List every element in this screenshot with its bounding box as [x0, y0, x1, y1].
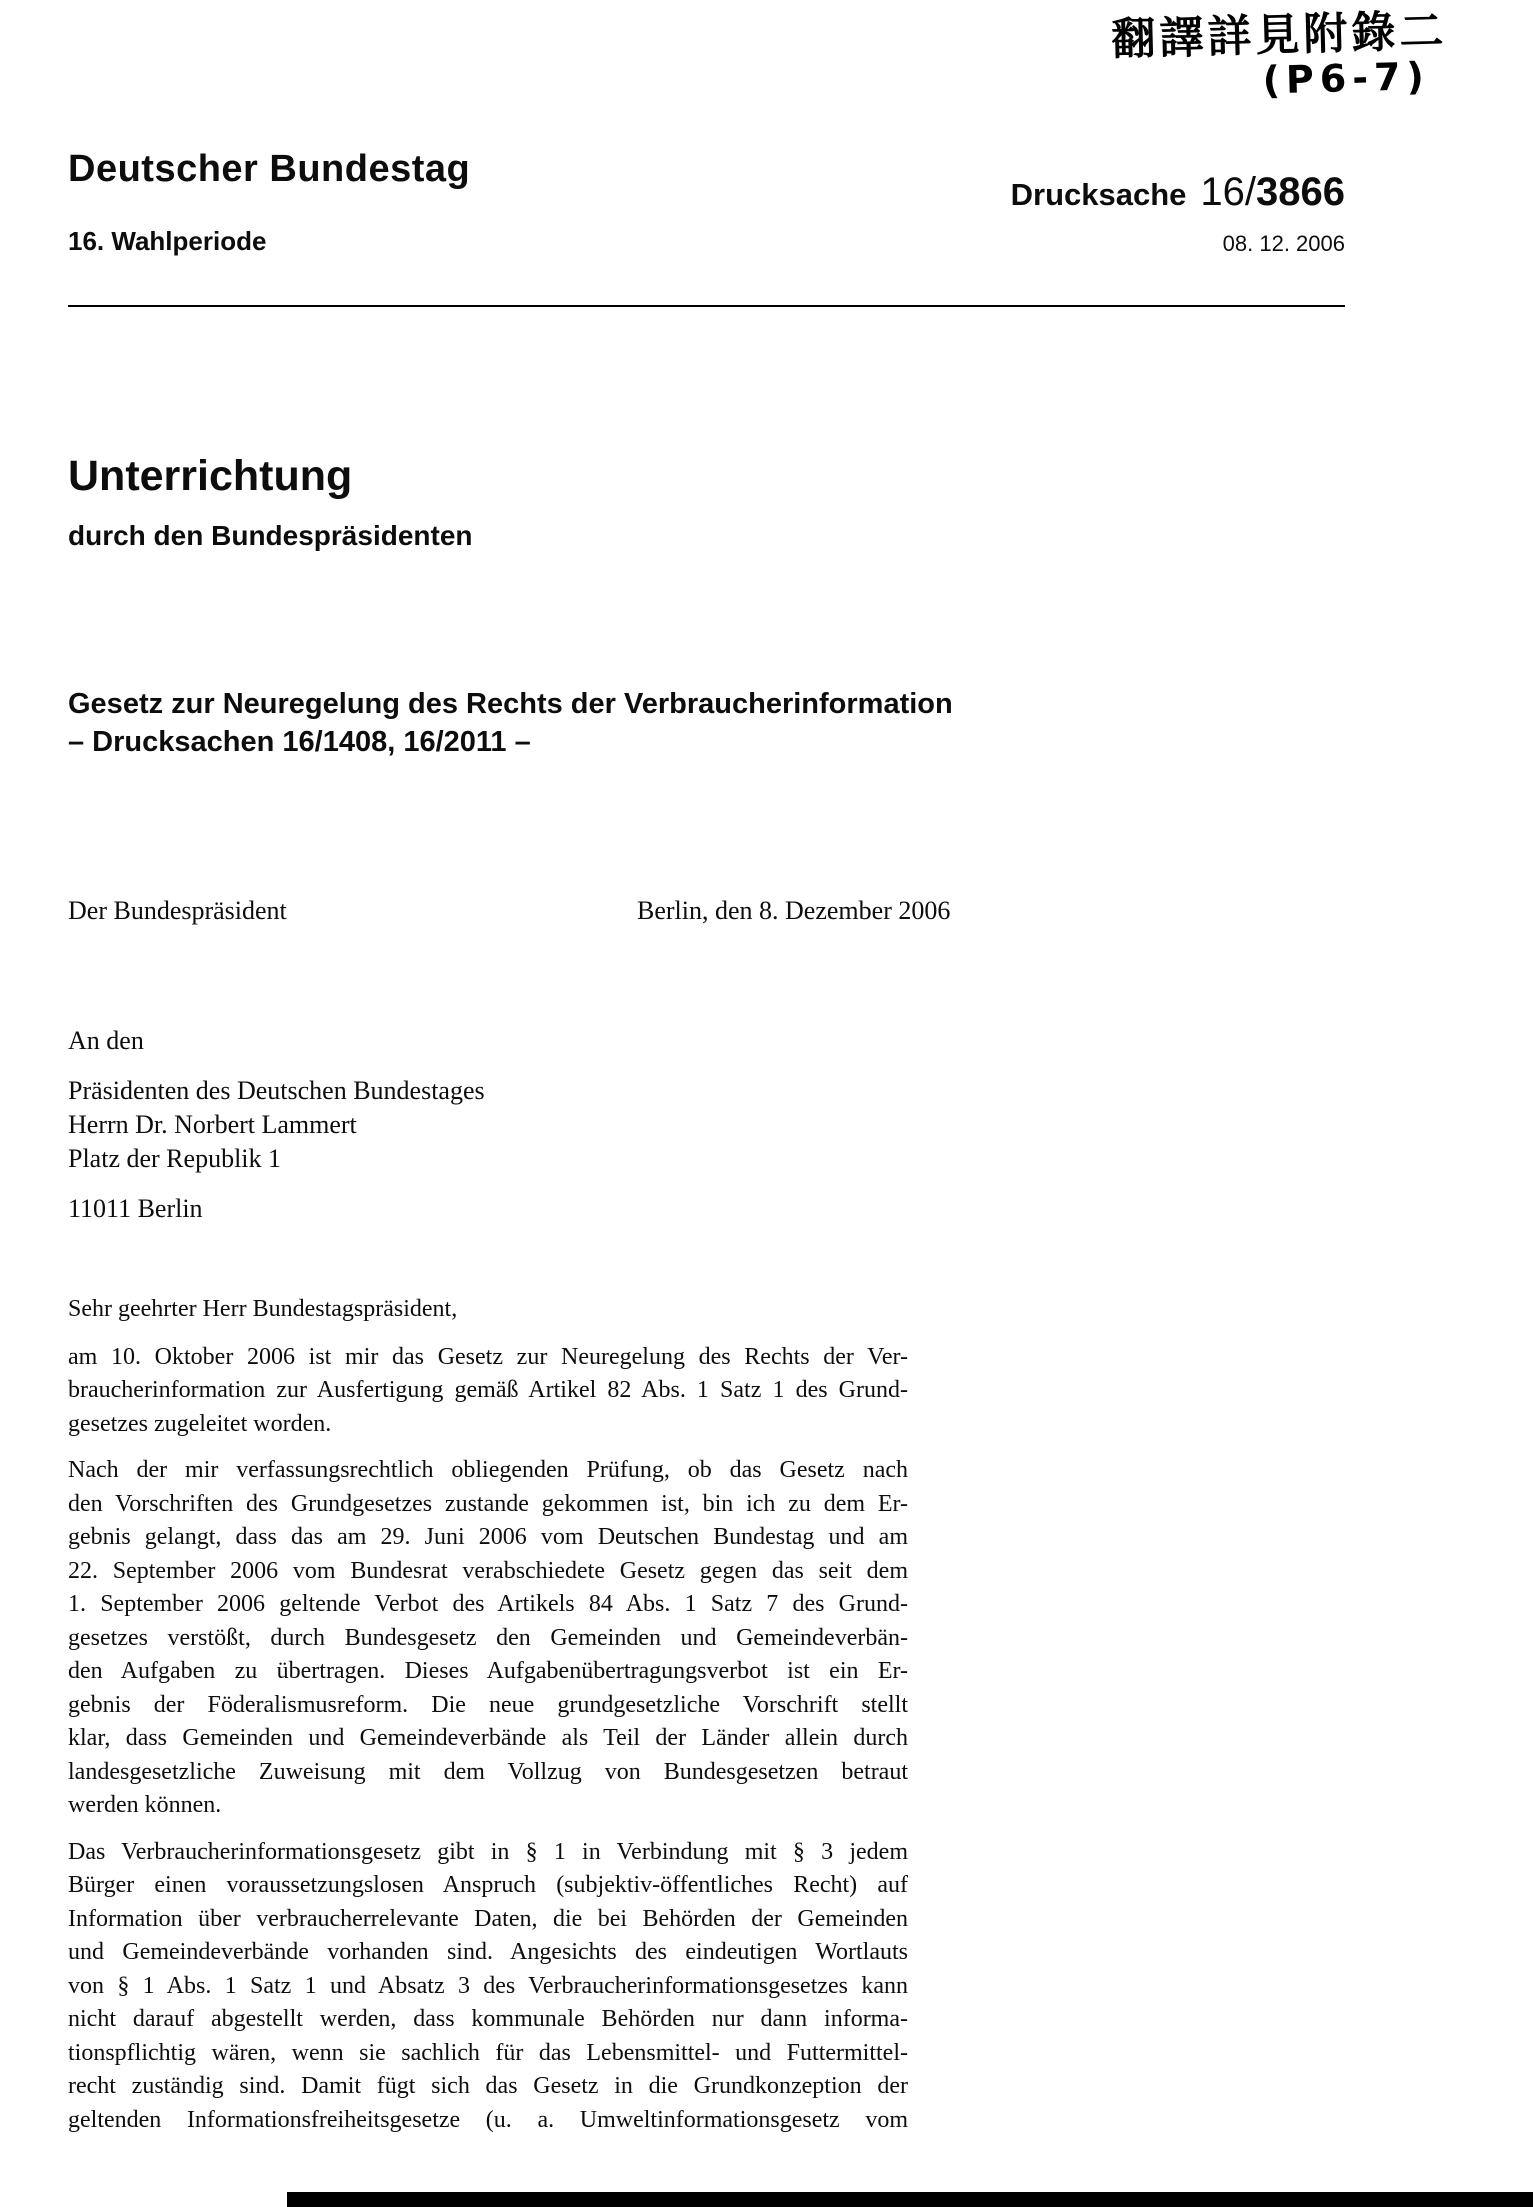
body-paragraph-1: [68, 1341, 908, 1442]
subject-line-1: Gesetz zur Neuregelung des Rechts der Verbraucherinformation: [68, 688, 953, 720]
body-line: 1. September 2006 geltende Verbot des Artikels 84 Abs. 1 Satz 7 des Grund-: [68, 1591, 908, 1617]
letter-body: [68, 1293, 908, 2150]
address-block: [68, 1024, 485, 1226]
doc-number-prefix: 16/: [1200, 170, 1257, 214]
handwritten-annotation: [1110, 5, 1449, 107]
subject-line-2: – Drucksachen 16/1408, 16/2011 –: [68, 726, 531, 758]
handwritten-annotation-line1: 翻譯詳見附錄二: [1110, 5, 1449, 66]
scan-artifact-bar: [287, 2192, 1533, 2207]
handwritten-annotation-line2: (P6-7): [1262, 54, 1431, 103]
address-line: An den: [68, 1026, 144, 1055]
body-paragraph-3: [68, 1836, 908, 2138]
address-line: Präsidenten des Deutschen Bundestages: [68, 1076, 485, 1105]
body-line: gebnis der Föderalismusreform. Die neue grundgesetzliche Vorschrift stellt: [68, 1691, 908, 1718]
doc-subtitle: durch den Bundespräsidenten: [68, 520, 473, 551]
sender-name: Der Bundespräsident: [68, 896, 287, 925]
body-line: den Vorschriften des Grundgesetzes zustande gekommen ist, bin ich zu dem Er-: [68, 1490, 908, 1517]
body-line: Bürger einen voraussetzungslosen Anspruch (subjektiv-öffentliches Recht) auf: [68, 1872, 908, 1898]
header-rule: [68, 305, 1345, 307]
body-line: Nach der mir verfassungsrechtlich obliegenden Prüfung, ob das Gesetz nach: [68, 1457, 908, 1483]
org-name: Deutscher Bundestag: [68, 148, 471, 190]
body-line: landesgesetzliche Zuweisung mit dem Vollzug von Bundesgesetzen betraut: [68, 1758, 908, 1785]
body-line: gesetzes zugeleitet worden.: [68, 1410, 332, 1437]
body-line: gesetzes verstößt, durch Bundesgesetz den Gemeinden und Gemeindeverbän-: [68, 1624, 908, 1651]
body-line: von § 1 Abs. 1 Satz 1 und Absatz 3 des Verbraucherinformationsgesetzes kann: [68, 1972, 908, 1999]
body-line: nicht darauf abgestellt werden, dass kommunale Behörden nur dann informa-: [68, 2006, 908, 2032]
body-line: Das Verbraucherinformationsgesetz gibt in § 1 in Verbindung mit § 3 jedem: [68, 1838, 908, 1865]
header-right-block: [1011, 170, 1345, 257]
body-paragraph-2: [68, 1454, 908, 1823]
body-line: geltenden Informationsfreiheitsgesetze (u. a. Umweltinformationsgesetz vom: [68, 2106, 908, 2133]
doc-number: 3866: [1256, 170, 1345, 214]
body-line: klar, dass Gemeinden und Gemeindeverbände als Teil der Länder allein durch: [68, 1725, 908, 1751]
body-line: 22. September 2006 vom Bundesrat verabschiedete Gesetz gegen das seit dem: [68, 1557, 908, 1584]
subject-block: [68, 685, 953, 761]
salutation: Sehr geehrter Herr Bundestagspräsident,: [68, 1296, 458, 1322]
place-date: Berlin, den 8. Dezember 2006: [637, 896, 951, 925]
body-line: recht zuständig sind. Damit fügt sich das Gesetz in die Grundkonzeption der: [68, 2073, 908, 2099]
body-line: braucherinformation zur Ausfertigung gemäß Artikel 82 Abs. 1 Satz 1 des Grund-: [68, 1377, 908, 1403]
body-line: den Aufgaben zu übertragen. Dieses Aufgabenübertragungsverbot ist ein Er-: [68, 1658, 908, 1684]
body-line: gebnis gelangt, dass das am 29. Juni 2006 vom Deutschen Bundestag und am: [68, 1524, 908, 1550]
address-line: Herrn Dr. Norbert Lammert: [68, 1110, 357, 1139]
body-line: am 10. Oktober 2006 ist mir das Gesetz zur Neuregelung des Rechts der Ver-: [68, 1343, 908, 1370]
address-line: 11011 Berlin: [68, 1194, 203, 1223]
address-line: Platz der Republik 1: [68, 1144, 282, 1173]
wahlperiode: 16. Wahlperiode: [68, 226, 267, 256]
body-line: und Gemeindeverbände vorhanden sind. Angesichts des eindeutigen Wortlauts: [68, 1939, 908, 1965]
doc-title: Unterrichtung: [68, 452, 353, 500]
doc-date: 08. 12. 2006: [1222, 231, 1345, 256]
body-line: werden können.: [68, 1792, 222, 1818]
drucksache-label: Drucksache: [1010, 177, 1187, 212]
body-line: tionspflichtig wären, wenn sie sachlich für das Lebensmittel- und Futtermittel-: [68, 2039, 908, 2066]
body-line: Information über verbraucherrelevante Daten, die bei Behörden der Gemeinden: [68, 1905, 908, 1932]
drucksache-line: [1011, 170, 1345, 215]
